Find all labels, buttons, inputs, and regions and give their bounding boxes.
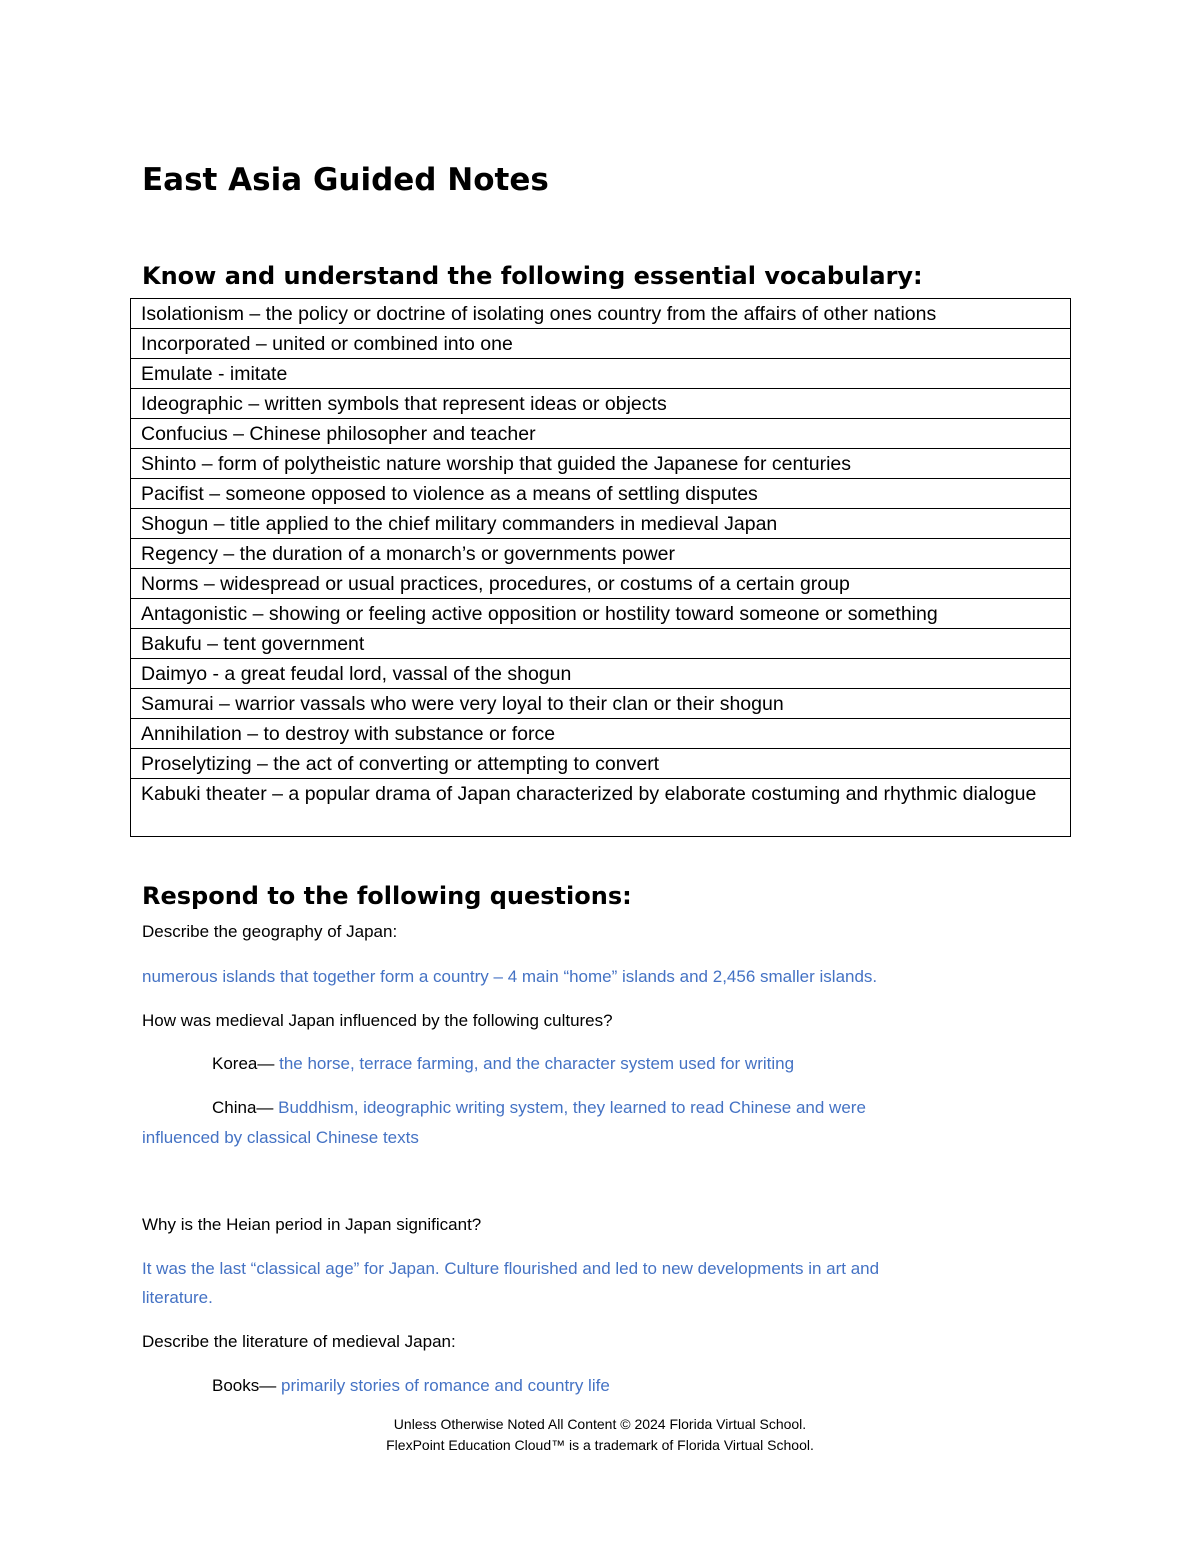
table-row <box>131 629 1071 659</box>
vocab-term: Norms – widespread or usual practices, procedures, or costums of a certain group <box>131 569 1071 599</box>
korea-label: Korea— <box>212 1054 280 1073</box>
korea-influence <box>212 1049 794 1078</box>
question-influence: How was medieval Japan influenced by the following cultures? <box>142 1011 613 1030</box>
vocab-term: Shogun – title applied to the chief military commanders in medieval Japan <box>131 509 1071 539</box>
vocab-term: Samurai – warrior vassals who were very loyal to their clan or their shogun <box>131 689 1071 719</box>
korea-answer: the horse, terrace farming, and the character system used for writing <box>279 1054 795 1073</box>
books-answer: primarily stories of romance and country life <box>280 1376 610 1395</box>
china-answer: Buddhism, ideographic writing system, they learned to read Chinese and were <box>278 1098 866 1117</box>
page-title: East Asia Guided Notes <box>142 162 549 198</box>
vocab-term: Shinto – form of polytheistic nature worship that guided the Japanese for centuries <box>131 449 1071 479</box>
vocab-term: Bakufu – tent government <box>131 629 1071 659</box>
table-row <box>131 299 1071 329</box>
question-geography: Describe the geography of Japan: <box>142 922 398 941</box>
table-row <box>131 419 1071 449</box>
vocab-term: Confucius – Chinese philosopher and teacher <box>131 419 1071 449</box>
table-row <box>131 509 1071 539</box>
page-footer <box>0 1414 1200 1456</box>
table-row <box>131 719 1071 749</box>
question-heian: Why is the Heian period in Japan significant? <box>142 1215 482 1234</box>
vocabulary-table <box>130 298 1071 837</box>
answer-heian: It was the last “classical age” for Japan. Culture flourished and led to new developments in art and <box>142 1259 880 1278</box>
table-row <box>131 779 1071 837</box>
vocab-term: Daimyo - a great feudal lord, vassal of the shogun <box>131 659 1071 689</box>
vocabulary-heading: Know and understand the following essential vocabulary: <box>142 262 923 290</box>
china-label: China— <box>212 1098 279 1117</box>
table-row <box>131 449 1071 479</box>
china-influence <box>212 1093 866 1122</box>
table-row <box>131 329 1071 359</box>
table-row <box>131 689 1071 719</box>
vocab-term: Annihilation – to destroy with substance or force <box>131 719 1071 749</box>
vocab-term: Proselytizing – the act of converting or attempting to convert <box>131 749 1071 779</box>
table-row <box>131 659 1071 689</box>
table-row <box>131 599 1071 629</box>
questions-heading: Respond to the following questions: <box>142 882 632 910</box>
question-literature: Describe the literature of medieval Japan: <box>142 1332 456 1351</box>
vocab-term: Kabuki theater – a popular drama of Japan characterized by elaborate costuming and rhythmic dialogue <box>131 779 1071 837</box>
china-answer-continued: influenced by classical Chinese texts <box>142 1128 419 1147</box>
table-row <box>131 359 1071 389</box>
vocab-term: Incorporated – united or combined into one <box>131 329 1071 359</box>
vocab-term: Pacifist – someone opposed to violence as a means of settling disputes <box>131 479 1071 509</box>
copyright-notice: Unless Otherwise Noted All Content © 2024 Florida Virtual School. <box>393 1416 807 1432</box>
vocab-term: Emulate - imitate <box>131 359 1071 389</box>
answer-heian-continued: literature. <box>142 1288 213 1307</box>
vocab-term: Regency – the duration of a monarch’s or governments power <box>131 539 1071 569</box>
vocab-term: Ideographic – written symbols that represent ideas or objects <box>131 389 1071 419</box>
answer-geography: numerous islands that together form a country – 4 main “home” islands and 2,456 smaller islands. <box>142 967 878 986</box>
vocab-term: Antagonistic – showing or feeling active opposition or hostility toward someone or something <box>131 599 1071 629</box>
table-row <box>131 389 1071 419</box>
books-label: Books— <box>212 1376 281 1395</box>
table-row <box>131 479 1071 509</box>
trademark-notice: FlexPoint Education Cloud™ is a trademark of Florida Virtual School. <box>386 1437 814 1453</box>
vocab-term: Isolationism – the policy or doctrine of isolating ones country from the affairs of other nations <box>131 299 1071 329</box>
table-row <box>131 749 1071 779</box>
table-row <box>131 539 1071 569</box>
table-row <box>131 569 1071 599</box>
books-literature <box>212 1371 610 1400</box>
